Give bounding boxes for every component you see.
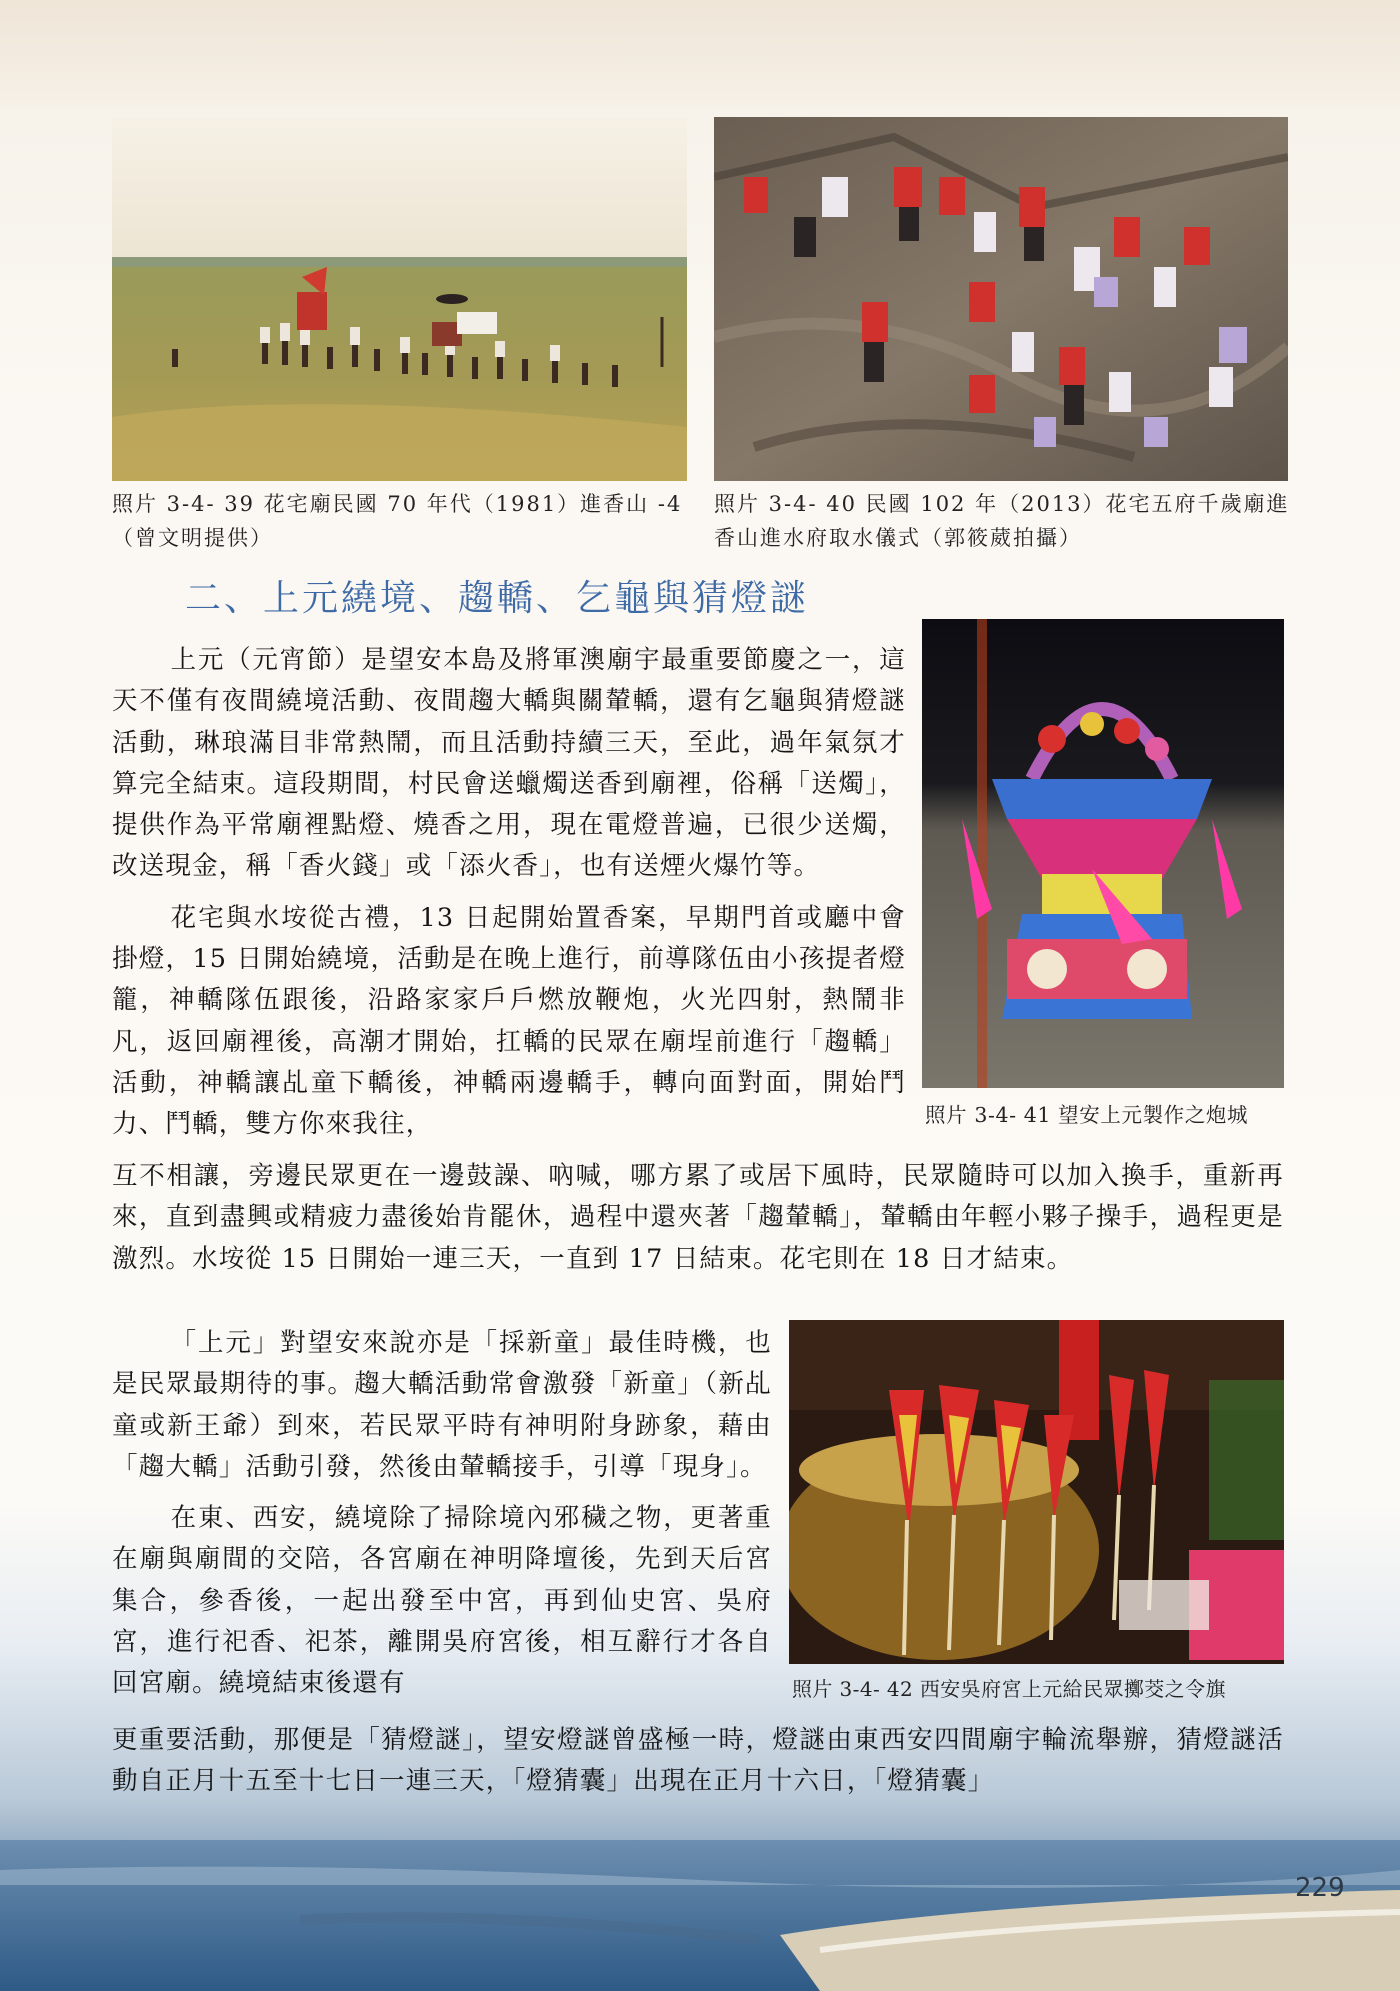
paragraph-huazhai-shuian-procession: 花宅與水垵從古禮，13 日起開始置香案，早期門首或廳中會掛燈，15 日開始繞境，活動是在晚上進行，前導隊伍由小孩提者燈籠，神轎隊伍跟後，沿路家家戶戶燃放鞭炮，火光四射，熱鬧非凡，返回廟裡後，高潮才開始，扛轎的民眾在廟埕前進行「趨轎」活動，神轎讓乩童下轎後，神轎兩邊轎手，轉向面對面，開始鬥力、鬥轎，雙方你來我往， [112,902,906,1140]
section-heading: 二、上元繞境、趨轎、乞龜與猜燈謎 [185,578,810,619]
photo-caption-42: 照片 3-4- 42 西安吳府宮上元給民眾擲茭之令旗 [792,1677,1226,1701]
photo-command-flags [789,1320,1284,1664]
body-text-block-2 [112,1156,1284,1280]
body-text-block-3 [112,1323,772,1705]
photo-caption-40: 照片 3-4- 40 民國 102 年（2013）花宅五府千歲廟進香山進水府取水儀式（郭筱葳拍攝） [714,492,1290,550]
top-background-band [0,0,1400,110]
paragraph-east-west-an: 在東、西安，繞境除了掃除境內邪穢之物，更著重在廟與廟間的交陪，各宮廟在神明降壇後，先到天后宮集合，參香後，一起出發至中宮，再到仙史宮、吳府宮，進行祀香、祀茶，離開吳府宮後，相互辭行才各自回宮廟。繞境結束後還有 [112,1503,772,1699]
photo-procession-grassland [112,117,687,481]
body-text-block-1 [112,640,906,1146]
body-text-block-4 [112,1720,1284,1803]
footer-seascape [0,1840,1400,1991]
paragraph-lantern-festival-intro: 上元（元宵節）是望安本島及將軍澳廟宇最重要節慶之一，這天不僅有夜間繞境活動、夜間趨大轎與關輦轎，還有乞龜與猜燈謎活動，琳琅滿目非常熱鬧，而且活動持續三天，至此，過年氣氛才算完全結束。這段期間，村民會送蠟燭送香到廟裡，俗稱「送燭」，提供作為平常廟裡點燈、燒香之用，現在電燈普遍，已很少送燭，改送現金，稱「香火錢」或「添火香」，也有送煙火爆竹等。 [112,645,906,882]
paragraph-procession-continued: 互不相讓，旁邊民眾更在一邊鼓譟、吶喊，哪方累了或居下風時，民眾隨時可以加入換手，重新再來，直到盡興或精疲力盡後始肯罷休，過程中還夾著「趨輦轎」，輦轎由年輕小夥子操手，過程更是激烈。水垵從 15 日開始一連三天，一直到 17 日結束。花宅則在 18 日才結束。 [112,1161,1284,1274]
photo-caption-39: 照片 3-4- 39 花宅廟民國 70 年代（1981）進香山 -4（曾文明提供） [112,492,683,550]
paragraph-new-medium: 「上元」對望安來說亦是「採新童」最佳時機，也是民眾最期待的事。趨大轎活動常會激發「新童」（新乩童或新王爺）到來，若民眾平時有神明附身跡象，藉由「趨大轎」活動引發，然後由輦轎接手，引導「現身」。 [112,1328,772,1482]
paragraph-lantern-riddles: 更重要活動，那便是「猜燈謎」，望安燈謎曾盛極一時，燈謎由東西安四間廟宇輪流舉辦，猜燈謎活動自正月十五至十七日一連三天，「燈猜囊」出現在正月十六日，「燈猜囊」 [112,1725,1284,1797]
photo-caption-41: 照片 3-4- 41 望安上元製作之炮城 [925,1103,1249,1127]
photo-rocky-coast-ritual [714,117,1288,481]
page-number: 229 [1295,1873,1345,1903]
photo-lantern-float [922,619,1284,1088]
